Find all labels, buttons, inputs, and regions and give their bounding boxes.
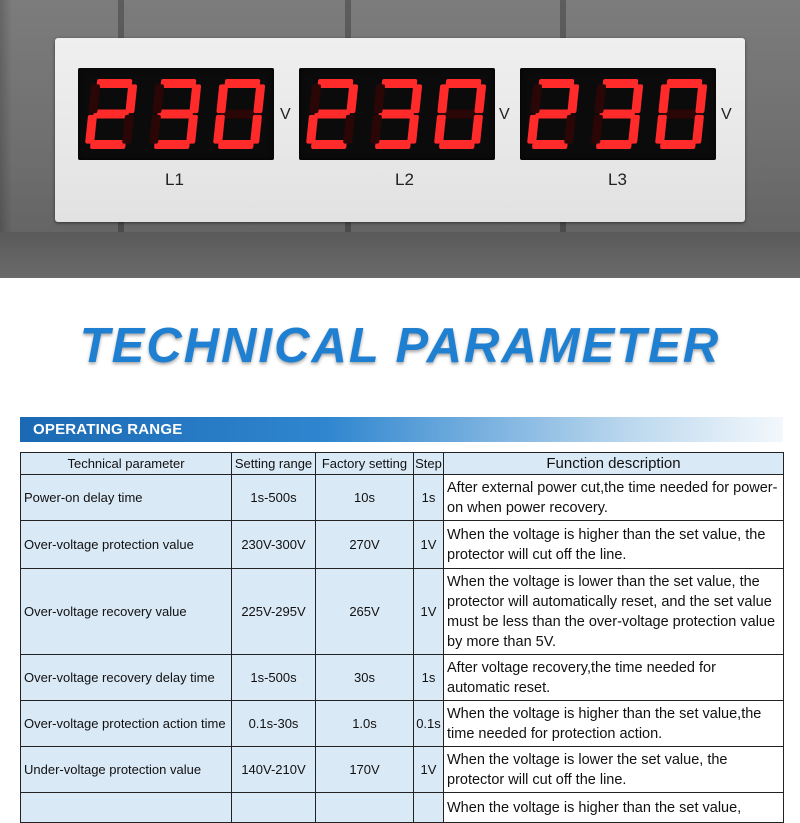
- factory-cell: 170V: [316, 747, 414, 793]
- description-cell: When the voltage is lower than the set value, the protector will automatically reset, and the set value must be less than the over-voltage protection value by more than 5V.: [444, 569, 784, 655]
- table-row: [21, 747, 784, 793]
- digit-segment: [631, 84, 643, 113]
- digit-segment: [373, 84, 385, 113]
- factory-cell: 265V: [316, 569, 414, 655]
- digit-segment: [439, 140, 475, 149]
- digit-segment: [567, 84, 579, 113]
- parameter-cell: [21, 793, 232, 823]
- digit-segment: [666, 79, 702, 88]
- parameter-cell: Over-voltage protection action time: [21, 701, 232, 747]
- digit-segment: [224, 79, 260, 88]
- range-cell: 140V-210V: [232, 747, 316, 793]
- step-cell: 1V: [414, 569, 444, 655]
- description-cell: After external power cut,the time needed for power-on when power recovery.: [444, 475, 784, 521]
- voltage-display-l2: [299, 68, 495, 160]
- step-cell: [414, 793, 444, 823]
- digit-segment: [189, 84, 201, 113]
- unit-label: V: [499, 106, 510, 123]
- digit-segment: [160, 79, 196, 88]
- column-header: Technical parameter: [21, 453, 232, 475]
- factory-cell: 270V: [316, 521, 414, 569]
- product-photo: [0, 0, 800, 278]
- digit-segment: [474, 84, 486, 113]
- digit-segment: [658, 84, 670, 113]
- digit-segment: [370, 115, 382, 144]
- digit-segment: [381, 79, 417, 88]
- table-row: [21, 655, 784, 701]
- description-cell: When the voltage is higher than the set value,: [444, 793, 784, 823]
- digit-segment: [93, 110, 129, 119]
- step-cell: 1s: [414, 655, 444, 701]
- digit-segment: [309, 84, 321, 113]
- section-header: [20, 417, 783, 442]
- digit-segment: [343, 115, 355, 144]
- column-header: Function description: [444, 453, 784, 475]
- table-header-row: [21, 453, 784, 475]
- parameter-cell: Under-voltage protection value: [21, 747, 232, 793]
- step-cell: 1V: [414, 521, 444, 569]
- digit-segment: [591, 115, 603, 144]
- digit-segment: [149, 115, 161, 144]
- step-cell: 0.1s: [414, 701, 444, 747]
- digit-segment: [154, 140, 190, 149]
- table-row: [21, 475, 784, 521]
- digit-segment: [306, 115, 318, 144]
- range-cell: [232, 793, 316, 823]
- digit-segment: [125, 84, 137, 113]
- column-header: Factory setting: [316, 453, 414, 475]
- digit-segment: [221, 110, 257, 119]
- digit-segment: [90, 140, 126, 149]
- digit-segment: [407, 115, 419, 144]
- digit-segment: [530, 84, 542, 113]
- digit-segment: [535, 110, 571, 119]
- digit-segment: [695, 84, 707, 113]
- digit-segment: [213, 115, 225, 144]
- digit-segment: [692, 115, 704, 144]
- column-header: Setting range: [232, 453, 316, 475]
- digit-segment: [471, 115, 483, 144]
- digit-segment: [96, 79, 132, 88]
- factory-cell: 1.0s: [316, 701, 414, 747]
- parameter-cell: Over-voltage recovery value: [21, 569, 232, 655]
- digit-segment: [311, 140, 347, 149]
- factory-cell: 10s: [316, 475, 414, 521]
- digit-segment: [85, 115, 97, 144]
- digit-segment: [375, 140, 411, 149]
- digit-segment: [602, 79, 638, 88]
- digit-segment: [538, 79, 574, 88]
- table-row: [21, 521, 784, 569]
- digit-segment: [527, 115, 539, 144]
- digit-segment: [314, 110, 350, 119]
- photo-rail: [0, 232, 800, 278]
- digit-segment: [152, 84, 164, 113]
- table-row: [21, 701, 784, 747]
- digit-segment: [660, 140, 696, 149]
- table-row: [21, 793, 784, 823]
- digit-segment: [442, 110, 478, 119]
- phase-label-l1: L1: [165, 170, 184, 189]
- range-cell: 1s-500s: [232, 655, 316, 701]
- unit-label: V: [280, 106, 291, 123]
- digit-segment: [532, 140, 568, 149]
- parameter-cell: Power-on delay time: [21, 475, 232, 521]
- description-cell: When the voltage is higher than the set value,the time needed for protection action.: [444, 701, 784, 747]
- range-cell: 230V-300V: [232, 521, 316, 569]
- factory-cell: 30s: [316, 655, 414, 701]
- step-cell: 1V: [414, 747, 444, 793]
- description-cell: When the voltage is higher than the set value, the protector will cut off the line.: [444, 521, 784, 569]
- digit-segment: [410, 84, 422, 113]
- phase-label-l2: L2: [395, 170, 414, 189]
- digit-segment: [596, 140, 632, 149]
- step-cell: 1s: [414, 475, 444, 521]
- section-title: OPERATING RANGE: [33, 421, 183, 438]
- range-cell: 225V-295V: [232, 569, 316, 655]
- digit-segment: [317, 79, 353, 88]
- digit-segment: [564, 115, 576, 144]
- voltage-display-l1: [78, 68, 274, 160]
- column-header: Step: [414, 453, 444, 475]
- digit-segment: [655, 115, 667, 144]
- digit-segment: [594, 84, 606, 113]
- voltage-display-l3: [520, 68, 716, 160]
- digit-segment: [346, 84, 358, 113]
- digit-segment: [628, 115, 640, 144]
- meter-faceplate: [55, 38, 745, 222]
- range-cell: 0.1s-30s: [232, 701, 316, 747]
- digit-segment: [599, 110, 635, 119]
- table-row: [21, 569, 784, 655]
- digit-segment: [437, 84, 449, 113]
- digit-segment: [218, 140, 254, 149]
- digit-segment: [445, 79, 481, 88]
- digit-segment: [186, 115, 198, 144]
- digit-segment: [378, 110, 414, 119]
- range-cell: 1s-500s: [232, 475, 316, 521]
- description-cell: After voltage recovery,the time needed for automatic reset.: [444, 655, 784, 701]
- digit-segment: [216, 84, 228, 113]
- factory-cell: [316, 793, 414, 823]
- digit-segment: [250, 115, 262, 144]
- digit-segment: [663, 110, 699, 119]
- description-cell: When the voltage is lower the set value, the protector will cut off the line.: [444, 747, 784, 793]
- digit-segment: [88, 84, 100, 113]
- digit-segment: [157, 110, 193, 119]
- digit-segment: [434, 115, 446, 144]
- phase-label-l3: L3: [608, 170, 627, 189]
- page-title: TECHNICAL PARAMETER: [79, 319, 721, 373]
- digit-segment: [122, 115, 134, 144]
- digit-segment: [253, 84, 265, 113]
- unit-label: V: [721, 106, 732, 123]
- parameter-cell: Over-voltage protection value: [21, 521, 232, 569]
- parameter-cell: Over-voltage recovery delay time: [21, 655, 232, 701]
- parameter-table: [20, 452, 784, 823]
